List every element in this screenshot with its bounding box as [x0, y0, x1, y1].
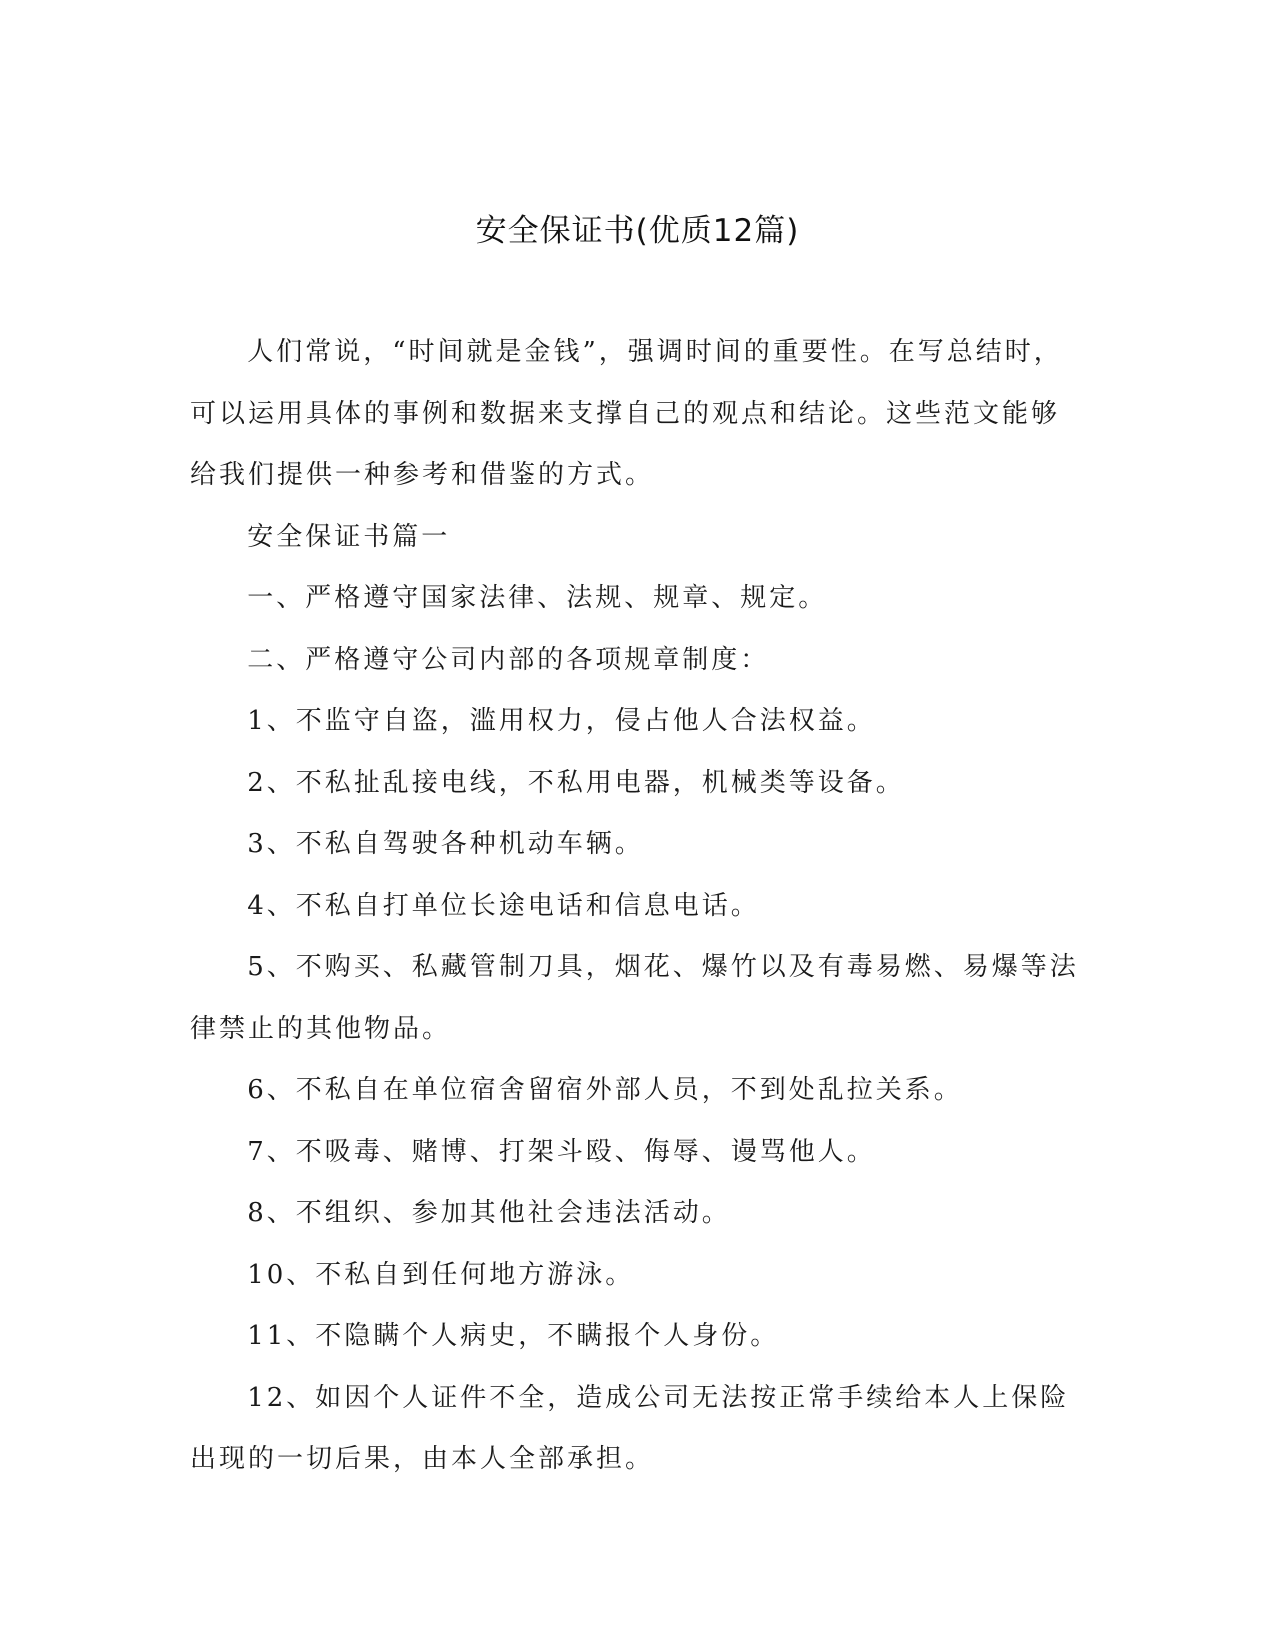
list-item: 8、不组织、参加其他社会违法活动。	[247, 1198, 731, 1228]
list-item: 7、不吸毒、赌博、打架斗殴、侮辱、谩骂他人。	[247, 1136, 876, 1167]
list-item: 11、不隐瞒个人病史，不瞒报个人身份。	[247, 1321, 780, 1351]
list-item: 10、不私自到任何地方游泳。	[247, 1259, 635, 1290]
list-item: 6、不私自在单位宿舍留宿外部人员，不到处乱拉关系。	[247, 1075, 963, 1105]
section-heading: 安全保证书篇一	[247, 521, 451, 552]
list-item: 3、不私自驾驶各种机动车辆。	[247, 829, 644, 859]
clause-paragraph: 二、严格遵守公司内部的各项规章制度：	[247, 644, 770, 675]
document-body	[190, 322, 1085, 1491]
list-item: 1、不监守自盗，滥用权力，侵占他人合法权益。	[247, 706, 876, 736]
list-item: 4、不私自打单位长途电话和信息电话。	[247, 890, 760, 921]
document-title: 安全保证书(优质12篇)	[475, 213, 800, 249]
list-item: 5、不购买、私藏管制刀具，烟花、爆竹以及有毒易燃、易爆等法律禁止的其他物品。	[190, 952, 1079, 1044]
intro-paragraph: 人们常说，“时间就是金钱”，强调时间的重要性。在写总结时，可以运用具体的事例和数据来支撑自己的观点和结论。这些范文能够给我们提供一种参考和借鉴的方式。	[190, 337, 1063, 490]
list-item: 12、如因个人证件不全，造成公司无法按正常手续给本人上保险出现的一切后果，由本人全部承担。	[190, 1382, 1070, 1474]
list-item: 2、不私扯乱接电线，不私用电器，机械类等设备。	[247, 767, 905, 798]
clause-paragraph: 一、严格遵守国家法律、法规、规章、规定。	[247, 583, 828, 613]
